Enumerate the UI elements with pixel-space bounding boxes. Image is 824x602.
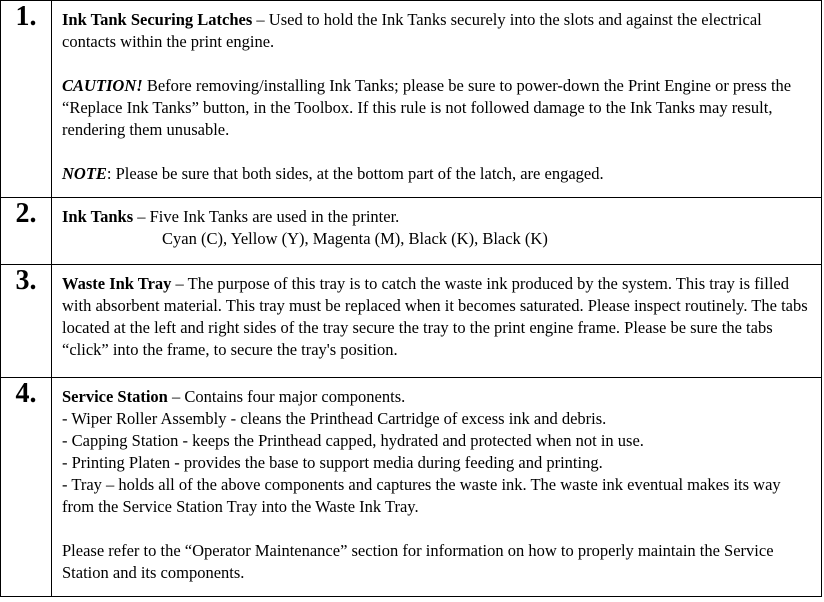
item-description: – Five Ink Tanks are used in the printer. [133,207,400,226]
row-number: 2. [1,198,52,265]
row-content [52,378,822,597]
service-footer: Please refer to the “Operator Maintenance” section for information on how to properly maintain the Service Station and its components. [62,541,774,582]
table-row [1,265,822,378]
component-item: - Wiper Roller Assembly - cleans the Printhead Cartridge of excess ink and debris. [62,409,607,428]
component-item: - Tray – holds all of the above components and captures the waste ink. The waste ink eventual makes its way from the Service Station Tray into the Waste Ink Tray. [62,475,781,516]
item-title: Service Station [62,387,168,406]
item-title: Waste Ink Tray [62,274,172,293]
item-description: – Used to hold the Ink Tanks securely into the slots and against the electrical contacts within the print engine. [62,10,762,51]
component-item: - Capping Station - keeps the Printhead capped, hydrated and protected when not in use. [62,431,644,450]
row-content [52,198,822,265]
ink-tanks-paragraph [62,206,811,228]
caution-paragraph [62,75,811,141]
note-paragraph [62,163,811,185]
caution-label: CAUTION! [62,76,143,95]
row-number: 1. [1,1,52,198]
component-item: - Printing Platen - provides the base to support media during feeding and printing. [62,453,603,472]
table-row [1,378,822,597]
caution-text: Before removing/installing Ink Tanks; please be sure to power-down the Print Engine or press the “Replace Ink Tanks” button, in the Toolbox. If this rule is not followed damage to the Ink Tanks may result, rendering them unusable. [62,76,792,139]
row-content [52,1,822,198]
service-station-paragraph [62,386,811,408]
latches-paragraph [62,9,811,53]
ink-colors-line: Cyan (C), Yellow (Y), Magenta (M), Black (K), Black (K) [162,229,548,248]
note-text: : Please be sure that both sides, at the bottom part of the latch, are engaged. [106,164,604,183]
item-description: – The purpose of this tray is to catch the waste ink produced by the system. This tray is filled with absorbent material. This tray must be replaced when it becomes saturated. Please inspect routinely. The tabs located at the left and right sides of the tray secure the tray to the print engine frame. Please be sure the tabs “click” into the frame, to secure the tray's position. [62,274,808,359]
row-number: 4. [1,378,52,597]
table-row [1,1,822,198]
item-description: – Contains four major components. [167,387,406,406]
table-row [1,198,822,265]
item-title: Ink Tank Securing Latches [62,10,253,29]
row-number: 3. [1,265,52,378]
note-label: NOTE [62,164,107,183]
item-title: Ink Tanks [62,207,134,226]
row-content [52,265,822,378]
waste-tray-paragraph [62,273,811,361]
